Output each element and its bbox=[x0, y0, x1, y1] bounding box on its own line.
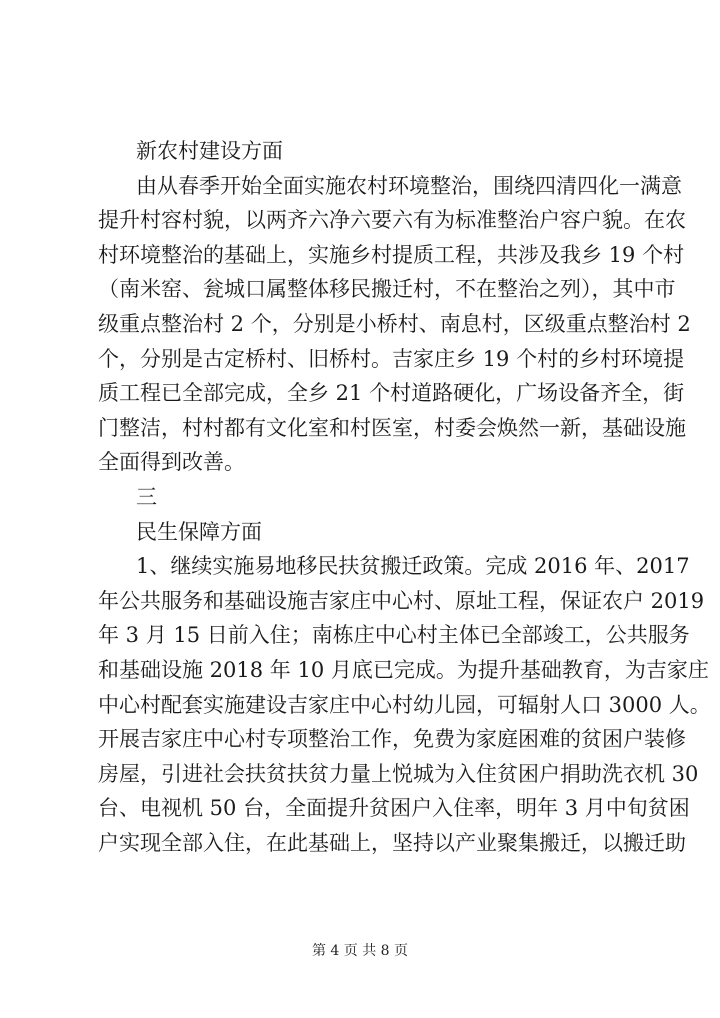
paragraph-line: 级重点整治村 2 个，分别是小桥村、南息村，区级重点整治村 2 bbox=[98, 311, 691, 336]
paragraph-line: 中心村配套实施建设吉家庄中心村幼儿园，可辐射人口 3000 人。 bbox=[98, 692, 711, 717]
paragraph-line: 质工程已全部完成，全乡 21 个村道路硬化，广场设备齐全，街 bbox=[98, 381, 685, 406]
paragraph-line: 1、继续实施易地移民扶贫搬迁政策。完成 2016 年、2017 bbox=[136, 554, 690, 579]
section-heading: 新农村建设方面 bbox=[136, 139, 283, 163]
paragraph-line: 村环境整治的基础上，实施乡村提质工程，共涉及我乡 19 个村 bbox=[98, 242, 685, 267]
paragraph-line: 提升村容村貌，以两齐六净六要六有为标准整治户容户貌。在农 bbox=[98, 208, 686, 233]
paragraph-line: 门整洁，村村都有文化室和村医室，村委会焕然一新，基础设施 bbox=[98, 415, 686, 440]
paragraph-line: 全面得到改善。 bbox=[98, 450, 245, 475]
paragraph-line: 年公共服务和基础设施吉家庄中心村、原址工程，保证农户 2019 bbox=[98, 588, 705, 613]
paragraph-line: 年 3 月 15 日前入住；南栋庄中心村主体已全部竣工，公共服务 bbox=[98, 623, 690, 648]
paragraph-line: 和基础设施 2018 年 10 月底已完成。为提升基础教育，为吉家庄 bbox=[98, 657, 709, 682]
paragraph-line: 由从春季开始全面实施农村环境整治，围绕四清四化一满意 bbox=[136, 173, 682, 198]
paragraph-line: 户实现全部入住，在此基础上，坚持以产业聚集搬迁，以搬迁助 bbox=[98, 830, 686, 855]
document-body bbox=[98, 134, 711, 860]
paragraph-line: （南米窑、瓮城口属整体移民搬迁村，不在整治之列），其中市 bbox=[98, 277, 676, 302]
section-number: 三 bbox=[136, 484, 157, 509]
paragraph-line: 个，分别是古定桥村、旧桥村。吉家庄乡 19 个村的乡村环境提 bbox=[98, 346, 685, 371]
paragraph-line: 房屋，引进社会扶贫扶贫力量上悦城为入住贫困户捐助洗衣机 30 bbox=[98, 761, 699, 786]
paragraph-line: 开展吉家庄中心村专项整治工作，免费为家庭困难的贫困户装修 bbox=[98, 727, 686, 752]
paragraph-line: 台、电视机 50 台，全面提升贫困户入住率，明年 3 月中旬贫困 bbox=[98, 796, 690, 821]
page-number-footer: 第 4 页 共 8 页 bbox=[311, 943, 409, 959]
section-heading: 民生保障方面 bbox=[136, 519, 262, 544]
